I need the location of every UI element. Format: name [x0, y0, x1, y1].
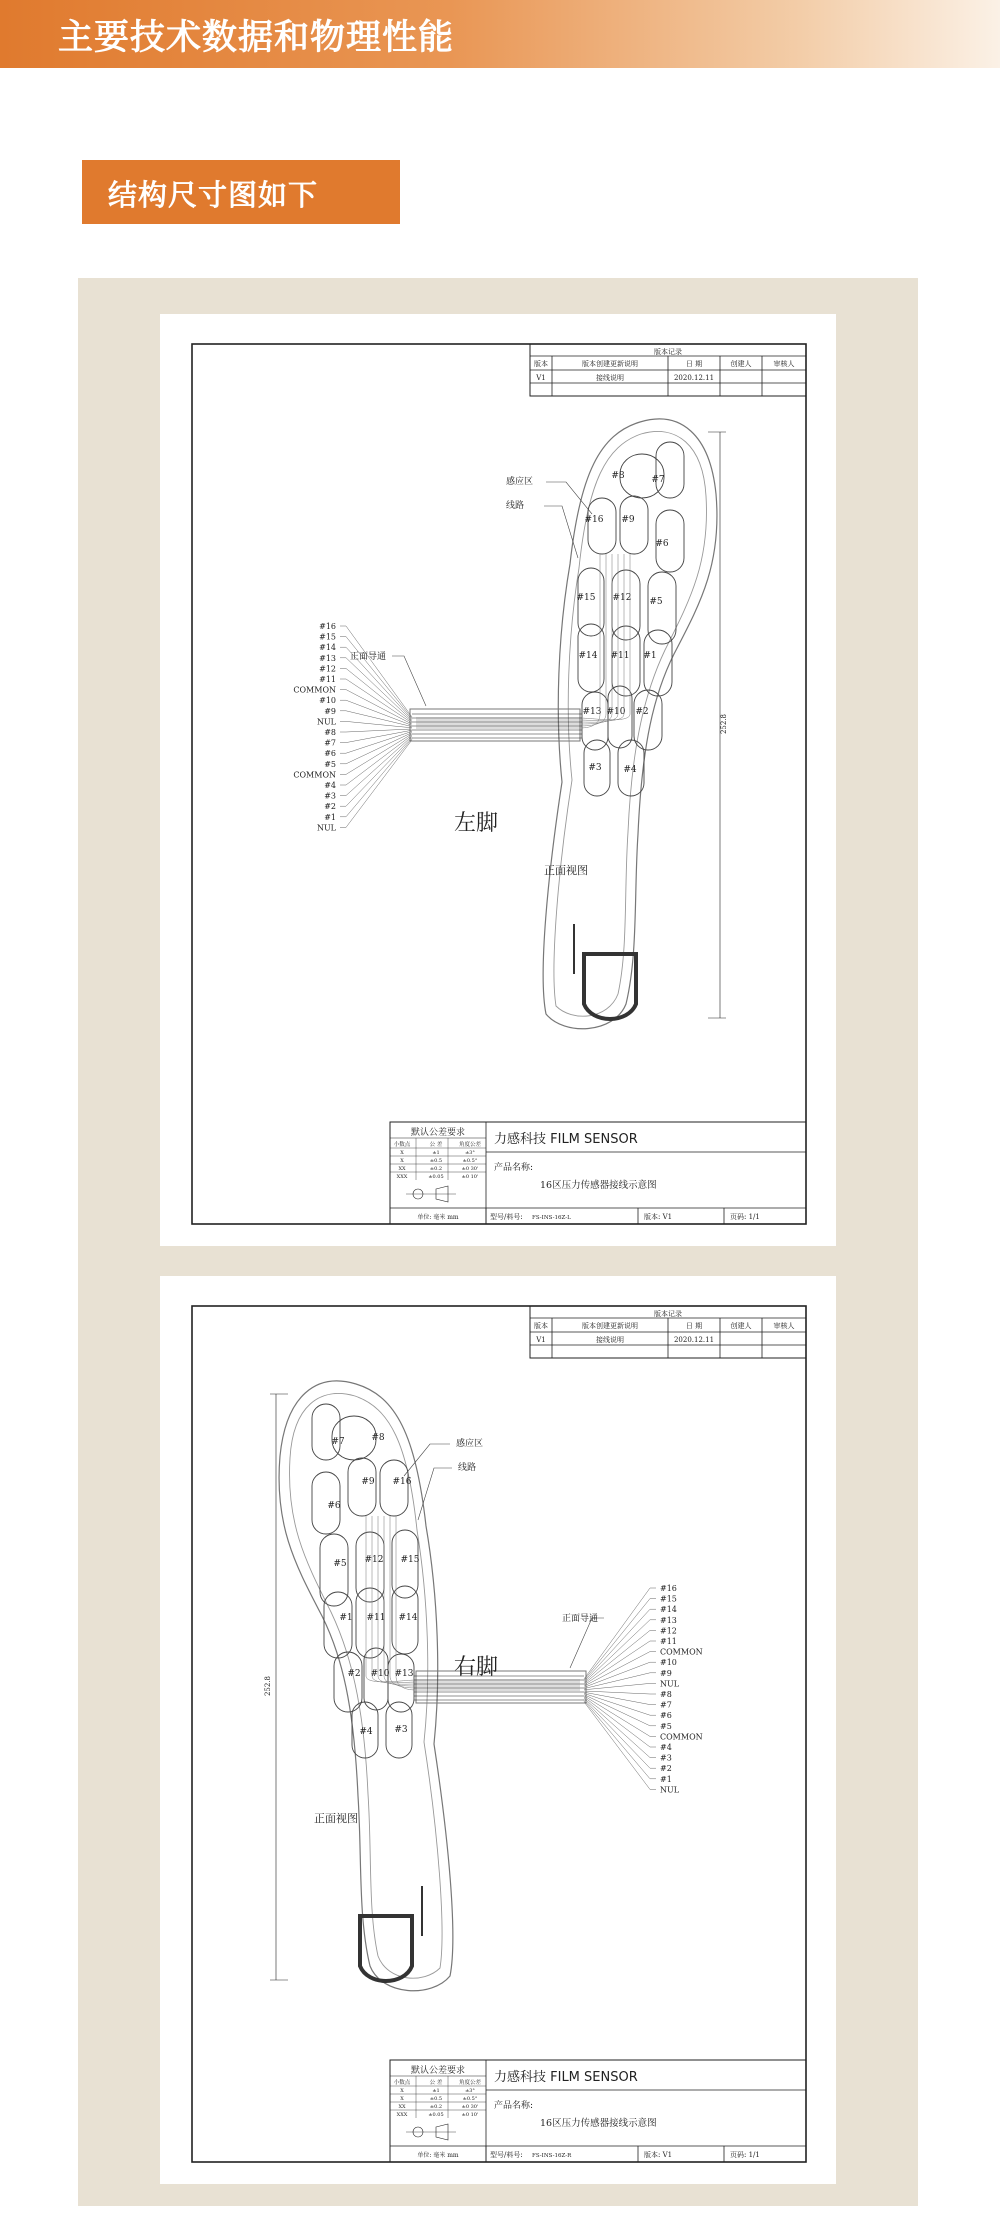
pin-label: NUL — [316, 823, 336, 833]
tolerance-cell: ±0.5° — [462, 2096, 478, 2102]
sensing-zone-label: #5 — [333, 1559, 347, 1569]
sensing-zone-label: #12 — [612, 593, 632, 603]
page-label: 页码: 1/1 — [730, 1213, 760, 1221]
revision-label: 版本: V1 — [644, 1213, 673, 1221]
tolerance-cell: ±0.5 — [429, 2096, 443, 2102]
pin-lead — [346, 736, 412, 795]
trace-line — [416, 554, 618, 722]
product-name: 16区压力传感器接线示意图 — [540, 2118, 657, 2129]
tolerance-cell: ±0 30' — [461, 2104, 479, 2110]
tolerance-header: 角度公差 — [458, 2080, 482, 2086]
tolerance-cell: ±0 10' — [461, 2112, 479, 2118]
tolerance-cell: ±0.5° — [462, 1158, 478, 1164]
pin-label: #14 — [660, 1605, 677, 1615]
sensing-zone — [388, 1654, 414, 1712]
pin-label: #15 — [319, 632, 336, 642]
product-name-label: 产品名称: — [494, 1163, 534, 1173]
trace-leader — [544, 506, 578, 558]
sensing-zone-callout: 感应区 — [506, 477, 534, 487]
sensing-zone-label: #8 — [611, 471, 625, 481]
pin-lead — [346, 729, 412, 732]
revision-table-header: 审核人 — [773, 360, 795, 368]
pin-label: #1 — [660, 1774, 672, 1784]
tolerance-cell: ±0.05 — [428, 1174, 444, 1180]
revision-table-cell: 2020.12.11 — [673, 374, 715, 382]
sensing-zone — [324, 1592, 352, 1658]
section-label-text: 结构尺寸图如下 — [108, 178, 319, 212]
tolerance-cell: ±0.2 — [429, 1166, 443, 1172]
sensing-zone — [634, 690, 662, 750]
pin-lead — [584, 1702, 650, 1790]
front-view-label: 正面视图 — [314, 1812, 358, 1825]
pin-label: #5 — [324, 759, 336, 769]
sensing-zone-label: #9 — [361, 1477, 375, 1487]
pin-lead — [584, 1683, 650, 1689]
sensing-zone-label: #12 — [364, 1555, 384, 1565]
pin-label: #3 — [660, 1753, 672, 1763]
unit-label: 单位: 毫米 mm — [417, 2152, 459, 2159]
pin-lead — [584, 1699, 650, 1768]
pin-lead — [346, 734, 412, 775]
revision-table-header: 日 期 — [685, 1322, 703, 1330]
revision-table-cell: V1 — [536, 374, 546, 382]
sensing-zone-label: #11 — [610, 651, 630, 661]
revision-table-cell: 2020.12.11 — [673, 1336, 715, 1344]
sensing-zone — [320, 1534, 348, 1606]
sensing-zone-label: #2 — [635, 707, 649, 717]
insole-group — [340, 419, 728, 1029]
pin-label: COMMON — [660, 1647, 703, 1657]
pin-lead — [346, 737, 412, 806]
company-name: 力感科技 FILM SENSOR — [494, 2070, 638, 2085]
revision-label: 版本: V1 — [644, 2151, 673, 2159]
pin-label: #8 — [660, 1690, 672, 1699]
pin-lead — [584, 1692, 650, 1704]
trace-line — [416, 554, 600, 728]
pin-lead — [584, 1620, 650, 1683]
pin-lead — [584, 1588, 650, 1679]
tail-callout: 正面导通 — [350, 652, 387, 662]
sensing-zone-label: #2 — [347, 1669, 361, 1679]
trace-leader — [418, 1468, 452, 1520]
company-name: 力感科技 FILM SENSOR — [494, 1132, 638, 1147]
page-title: 主要技术数据和物理性能 — [58, 18, 455, 58]
pin-lead — [346, 721, 412, 727]
pin-label: NUL — [316, 717, 336, 727]
pin-label: #5 — [660, 1721, 672, 1731]
revision-table-header: 版本 — [534, 1322, 548, 1330]
pin-lead — [584, 1630, 650, 1683]
sensing-zone-label: #10 — [606, 707, 626, 717]
pin-label: NUL — [660, 1679, 680, 1689]
trace-line — [416, 554, 612, 724]
pin-lead — [584, 1695, 650, 1726]
sensing-zone-label: #1 — [643, 651, 657, 661]
sensing-zone-label: #4 — [359, 1727, 373, 1737]
drawing-canvas — [160, 1276, 836, 2184]
pin-label: #9 — [660, 1668, 672, 1678]
sensing-zone-label: #4 — [623, 765, 637, 775]
page-label: 页码: 1/1 — [730, 2151, 760, 2159]
tolerance-cell: XXX — [396, 1174, 408, 1180]
pin-lead — [346, 730, 412, 742]
foot-label: 左脚 — [453, 811, 499, 836]
trace-callout: 线路 — [506, 501, 525, 511]
pin-lead — [584, 1691, 650, 1694]
pin-lead — [346, 658, 412, 721]
sensing-zone — [348, 1458, 376, 1516]
unit-label: 单位: 毫米 mm — [417, 1214, 459, 1221]
sensing-zone-label: #13 — [582, 707, 602, 717]
tolerance-cell: ±3° — [465, 1150, 475, 1156]
product-name-label: 产品名称: — [494, 2101, 534, 2111]
sensing-zone-label: #9 — [621, 515, 635, 525]
trace-line — [416, 554, 630, 720]
tolerance-cell: ±0 10' — [461, 1174, 479, 1180]
sensing-zone-label: #8 — [371, 1433, 385, 1443]
model-number: FS-INS-16Z-R — [532, 2153, 572, 2159]
sensing-zone-label: #15 — [576, 593, 596, 603]
pin-label: #13 — [319, 653, 336, 663]
pin-lead — [584, 1698, 650, 1757]
pin-label: #4 — [324, 781, 336, 790]
pin-lead — [346, 679, 412, 723]
sensing-zone-label: #16 — [584, 515, 604, 525]
pin-label: #13 — [660, 1615, 677, 1625]
tolerance-cell: ±0 30' — [461, 1166, 479, 1172]
tolerance-header: 公 差 — [429, 1142, 443, 1148]
pin-label: #1 — [324, 812, 336, 822]
trace-line — [416, 554, 624, 721]
tail-callout: 正面导通 — [561, 1614, 598, 1624]
tolerance-cell: ±1 — [432, 2088, 440, 2094]
pin-lead — [346, 711, 412, 727]
tolerance-header: 小数点 — [393, 2080, 411, 2086]
pin-label: #2 — [660, 1764, 672, 1774]
sensing-zone-label: #14 — [578, 651, 598, 661]
tolerance-cell: XXX — [396, 2112, 408, 2118]
revision-table-cell: 接线说明 — [596, 1336, 624, 1344]
tolerance-cell: XX — [398, 1166, 406, 1172]
sensing-zone-label: #3 — [588, 763, 602, 773]
tolerance-cell: XX — [398, 2104, 406, 2110]
pin-lead — [346, 626, 412, 717]
pin-lead — [346, 700, 412, 725]
pin-lead — [584, 1641, 650, 1685]
drawing-canvas — [160, 314, 836, 1246]
pin-lead — [346, 668, 412, 721]
product-name: 16区压力传感器接线示意图 — [540, 1180, 657, 1191]
pin-label: #11 — [319, 675, 336, 684]
sensing-zone-label: #6 — [327, 1501, 341, 1511]
sensing-zone-label: #7 — [331, 1437, 345, 1447]
pin-lead — [346, 733, 412, 764]
sensing-zone — [588, 498, 616, 554]
sensing-zone-callout: 感应区 — [456, 1439, 484, 1449]
pin-lead — [584, 1673, 650, 1689]
pin-label: #16 — [319, 622, 336, 631]
revision-table-cell: 接线说明 — [596, 374, 624, 382]
pin-label: #6 — [660, 1711, 672, 1721]
tail-leader — [392, 656, 426, 706]
revision-table-header: 创建人 — [730, 360, 752, 368]
tail-leader — [570, 1618, 604, 1668]
tolerance-header: 小数点 — [393, 1142, 411, 1148]
pin-lead — [584, 1662, 650, 1687]
tolerance-cell: X — [400, 2088, 404, 2094]
sensing-zone — [648, 572, 676, 644]
front-view-label: 正面视图 — [544, 864, 588, 877]
revision-table-header: 日 期 — [685, 360, 703, 368]
pin-label: NUL — [660, 1785, 680, 1795]
pin-label: #4 — [660, 1743, 672, 1752]
tolerance-cell: X — [400, 1150, 404, 1156]
tolerance-cell: ±1 — [432, 1150, 440, 1156]
tolerance-cell: ±0.05 — [428, 2112, 444, 2118]
revision-table-header: 审核人 — [773, 1322, 795, 1330]
model-label: 型号/料号: — [490, 2151, 523, 2159]
pin-label: #16 — [660, 1584, 677, 1593]
model-label: 型号/料号: — [490, 1213, 523, 1221]
tolerance-cell: X — [400, 1158, 404, 1164]
pin-label: #3 — [324, 791, 336, 801]
pin-label: #10 — [660, 1658, 677, 1668]
tolerance-title: 默认公差要求 — [410, 1128, 466, 1138]
pin-label: #7 — [324, 738, 336, 748]
pin-lead — [584, 1599, 650, 1681]
pin-lead — [584, 1696, 650, 1737]
pin-label: COMMON — [293, 770, 336, 780]
sensing-zone-label: #3 — [394, 1725, 408, 1735]
right-foot-drawing-sheet — [160, 1276, 836, 2184]
pin-label: #10 — [319, 696, 336, 706]
sensing-zone-label: #10 — [370, 1669, 390, 1679]
section-label — [82, 160, 400, 224]
pin-lead — [346, 740, 412, 828]
sensing-zone-label: #15 — [400, 1555, 420, 1565]
revision-table-title: 版本记录 — [654, 1310, 682, 1318]
drawings-panel — [78, 278, 918, 2206]
sensing-zone-label: #1 — [339, 1613, 353, 1623]
tolerance-cell: ±0.2 — [429, 2104, 443, 2110]
tolerance-cell: X — [400, 2096, 404, 2102]
sensing-zone — [334, 1652, 362, 1712]
sensing-zone — [380, 1460, 408, 1516]
model-number: FS-INS-16Z-L — [532, 1215, 571, 1221]
heel-contact — [584, 954, 636, 1019]
revision-table-header: 版本 — [534, 360, 548, 368]
header-banner — [0, 0, 1000, 68]
pin-label: #11 — [660, 1637, 677, 1646]
revision-table-header: 版本创建更新说明 — [582, 360, 638, 368]
pin-label: #12 — [319, 664, 336, 674]
pin-label: #9 — [324, 706, 336, 716]
sensing-zone-label: #6 — [655, 539, 669, 549]
pin-label: COMMON — [660, 1732, 703, 1742]
dimension-value: 252.8 — [720, 713, 728, 735]
pin-label: #8 — [324, 728, 336, 737]
revision-table-header: 创建人 — [730, 1322, 752, 1330]
pin-label: COMMON — [293, 685, 336, 695]
pin-label: #14 — [319, 643, 336, 653]
sensing-zone — [644, 630, 672, 696]
sensing-zone-label: #5 — [649, 597, 663, 607]
pin-lead — [346, 637, 412, 719]
trace-callout: 线路 — [458, 1463, 477, 1473]
tolerance-header: 公 差 — [429, 2080, 443, 2086]
sensing-zone-label: #13 — [394, 1669, 414, 1679]
tolerance-cell: ±3° — [465, 2088, 475, 2094]
heel-contact — [360, 1916, 412, 1981]
revision-table-title: 版本记录 — [654, 348, 682, 356]
sensing-zone-label: #7 — [651, 475, 665, 485]
pin-label: #7 — [660, 1700, 672, 1710]
sensing-zone — [582, 692, 608, 750]
dimension-value: 252.8 — [264, 1675, 272, 1697]
foot-label: 右脚 — [453, 1655, 499, 1680]
tolerance-title: 默认公差要求 — [410, 2066, 466, 2076]
tolerance-header: 角度公差 — [458, 1142, 482, 1148]
pin-label: #2 — [324, 802, 336, 812]
sensing-zone-label: #14 — [398, 1613, 418, 1623]
pin-label: #6 — [324, 749, 336, 759]
pin-label: #12 — [660, 1626, 677, 1636]
tolerance-cell: ±0.5 — [429, 1158, 443, 1164]
revision-table-cell: V1 — [536, 1336, 546, 1344]
sensing-zone — [620, 496, 648, 554]
pin-label: #15 — [660, 1594, 677, 1604]
revision-table-header: 版本创建更新说明 — [582, 1322, 638, 1330]
sensing-zone-label: #11 — [366, 1613, 386, 1623]
left-foot-drawing-sheet — [160, 314, 836, 1246]
sensing-zone-label: #16 — [392, 1477, 412, 1487]
